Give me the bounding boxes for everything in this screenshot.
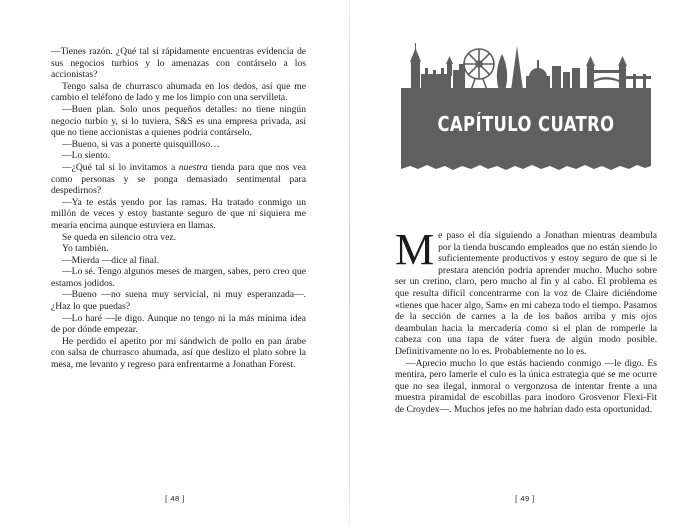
chapter-banner [401,40,651,190]
drop-cap: M [395,225,435,274]
paragraph: —Bueno, si vas a ponerte quisquilloso… [62,138,220,150]
paragraph: —Lo siento. [62,150,110,162]
left-page-text [51,46,306,371]
first-paragraph [395,225,657,358]
paragraph: He perdido el apetito por mi sándwich de pollo en pan árabe con salsa de churrasco ahumada, así que deslizo el plato sobre la mesa, me levanto y regreso para enfrentarme a Jonathan Forest. [51,335,306,371]
paragraph: —Tienes razón. ¿Qué tal si rápidamente encuentras evidencia de sus negocios turbios y lo amenazas con contárselo a los accionistas? [51,46,306,81]
paragraph: Yo también. [62,243,109,255]
paragraph: —Ya te estás yendo por las ramas. Ha tratado conmigo un millón de veces y estoy bastante seguro de que ni siquiera me mearía encima aunque estuviera en llamas. [51,196,306,231]
right-page-number: [ 49 ] [515,494,535,503]
paragraph: Se queda en silencio otra vez. [62,231,177,243]
left-page-number: [ 48 ] [165,494,185,503]
paragraph: —¿Qué tal si lo invitamos a nuestra tienda para que nos vea como personas y se ponga demasiado sentimental para despedirnos? [51,161,306,197]
paragraph: —Lo haré —le digo. Aunque no tengo ni la más mínima idea de por dónde empezar. [51,312,306,336]
second-paragraph: —Aprecio mucho lo que estás haciendo conmigo —le digo. Es mentira, pero lamerle el culo es la única estrategia que se me ocurre que no sea ilegal, inmoral o vergonzosa de intentar frente a una muestra piramidal de escobillas para inodoro Grosvenor Flexi-Fit de Croydex—. Muchos jefes no me habrían dado esta oportunidad. [395,357,657,415]
paragraph: Tengo salsa de churrasco ahumada en los dedos, así que me cambio el teléfono de lado y me los limpio con una servilleta. [51,80,306,104]
chapter-opening-text [395,225,657,416]
paragraph: —Mierda —dice al final. [62,254,159,266]
paragraph: —Lo sé. Tengo algunos meses de margen, sabes, pero creo que estamos jodidos. [51,266,306,289]
emphasis: nuestra [178,161,208,173]
chapter-title: CAPÍTULO CUATRO [437,112,615,136]
first-paragraph-body: e paso el día siguiendo a Jonathan mientras deambula por la tienda buscando empleados que no están siendo lo suficientemente productivos y estoy seguro de que si le prestara atención podría aprender mucho. Mucho sobre ser un cretino, claro, pero mucho al fin y al cabo. El problema es que resulta difícil concentrarme con la voz de Claire diciéndome «tienes que hacer algo, Sam» en mi cabeza todo el tiempo. Pasamos de la sección de carnes a la de los baños arriba y mis ojos deambulan hacia la mercadería como si el plan de romperle la cabeza con una tapa de váter fuera de algún modo posible. Definitivamente no lo es. Probablemente no lo es. [395,230,657,357]
paragraph: —Buen plan. Solo unos pequeños detalles: no tiene ningún negocio turbio y, si lo tuviera, S&S es una empresa privada, así que no tiene accionistas a quienes podría contárselo. [51,103,306,139]
paragraph: —Bueno —no suena muy servicial, ni muy esperanzada—. ¿Haz lo que puedas? [51,289,306,313]
right-page [350,0,700,525]
